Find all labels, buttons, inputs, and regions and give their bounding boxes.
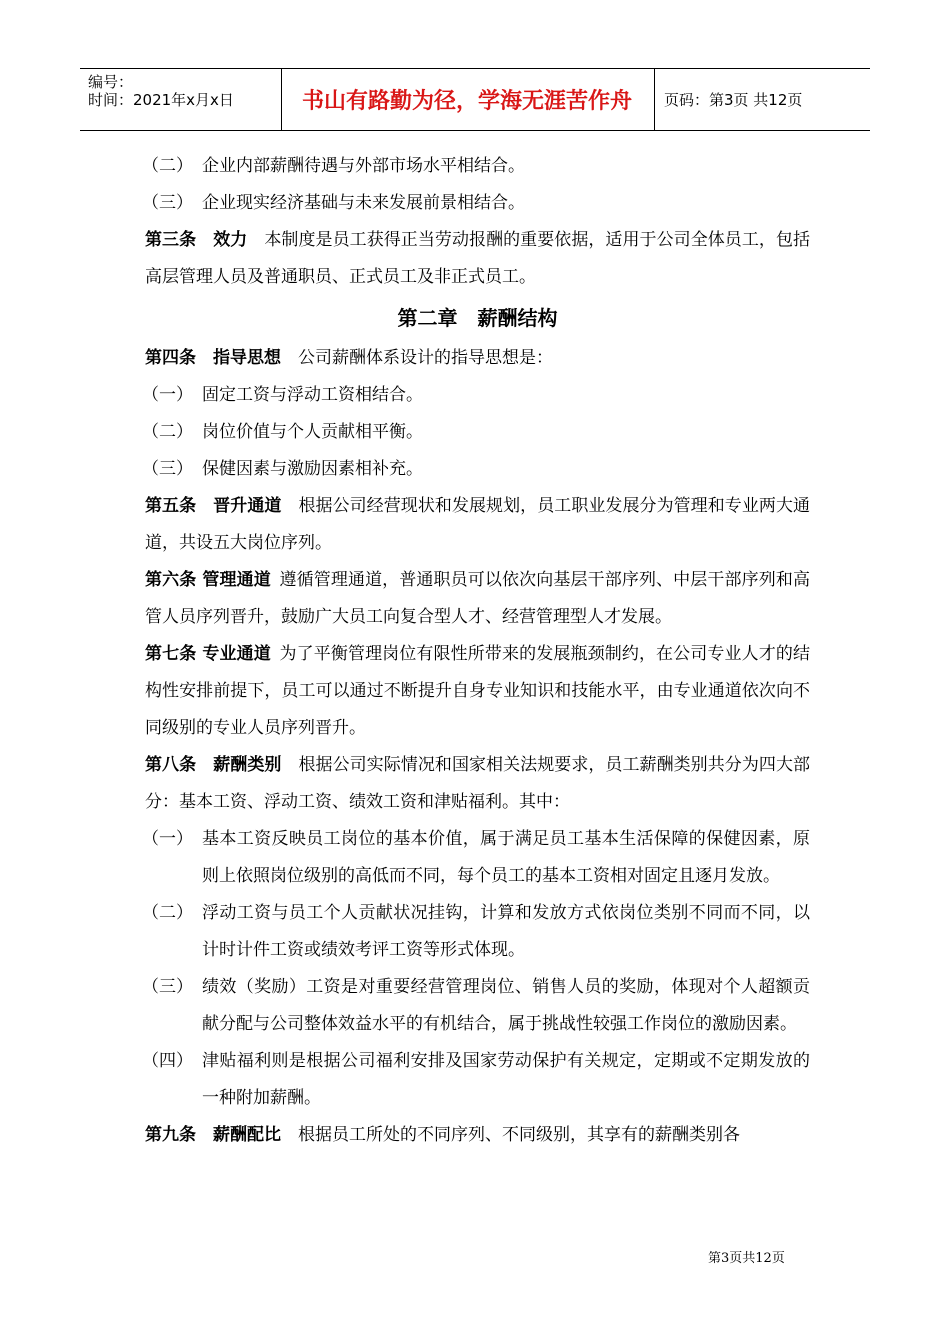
item-number: （四） bbox=[142, 1051, 193, 1071]
item-number: （一） bbox=[142, 829, 193, 849]
article-6 bbox=[145, 562, 810, 636]
article-text: 本制度是员工获得正当劳动报酬的重要依据，适用于公司全体员工，包括高层管理人员及普通职员、正式员工及非正式员工。 bbox=[145, 230, 811, 287]
list-item bbox=[142, 1043, 810, 1117]
article-label: 第七条 专业通道 bbox=[145, 644, 271, 664]
document-body bbox=[142, 148, 811, 1154]
article-text: 根据公司经营现状和发展规划，员工职业发展分为管理和专业两大通道，共设五大岗位序列。 bbox=[145, 496, 810, 553]
header-page-label: 页码：第3页 共12页 bbox=[664, 91, 803, 109]
item-text: 保健因素与激励因素相补充。 bbox=[202, 459, 423, 479]
list-item bbox=[142, 185, 810, 222]
item-number: （三） bbox=[142, 977, 193, 997]
list-item bbox=[142, 969, 810, 1043]
item-text: 固定工资与浮动工资相结合。 bbox=[202, 385, 423, 405]
article-text: 遵循管理通道，普通职员可以依次向基层干部序列、中层干部序列和高管人员序列晋升，鼓励广大员工向复合型人才、经营管理型人才发展。 bbox=[145, 570, 810, 627]
article-label: 第五条 晋升通道 bbox=[145, 496, 282, 516]
article-label: 第三条 效力 bbox=[145, 230, 248, 250]
item-text: 浮动工资与员工个人贡献状况挂钩，计算和发放方式依岗位类别不同而不同，以计时计件工资或绩效考评工资等形式体现。 bbox=[202, 903, 810, 960]
article-5 bbox=[145, 488, 810, 562]
article-text: 根据员工所处的不同序列、不同级别，其享有的薪酬类别各 bbox=[298, 1125, 740, 1145]
article-3 bbox=[145, 222, 810, 296]
article-label: 第八条 薪酬类别 bbox=[145, 755, 282, 775]
list-item bbox=[142, 451, 810, 488]
header-motto: 书山有路勤为径，学海无涯苦作舟 bbox=[301, 89, 632, 114]
article-9 bbox=[145, 1117, 810, 1154]
header-meta bbox=[80, 69, 280, 130]
article-8 bbox=[145, 747, 810, 821]
page-footer: 第3页共12页 bbox=[708, 1251, 785, 1266]
article-text: 公司薪酬体系设计的指导思想是： bbox=[298, 348, 553, 368]
list-item bbox=[142, 148, 810, 185]
article-text: 为了平衡管理岗位有限性所带来的发展瓶颈制约，在公司专业人才的结构性安排前提下，员工可以通过不断提升自身专业知识和技能水平，由专业通道依次向不同级别的专业人员序列晋升。 bbox=[145, 644, 810, 738]
item-number: （二） bbox=[142, 903, 193, 923]
article-4 bbox=[145, 340, 810, 377]
article-7 bbox=[145, 636, 810, 747]
list-item bbox=[142, 895, 810, 969]
header-divider bbox=[654, 69, 655, 130]
item-text: 基本工资反映员工岗位的基本价值，属于满足员工基本生活保障的保健因素，原则上依照岗位级别的高低而不同，每个员工的基本工资相对固定且逐月发放。 bbox=[202, 829, 810, 886]
list-item bbox=[142, 377, 810, 414]
item-text: 企业内部薪酬待遇与外部市场水平相结合。 bbox=[202, 156, 525, 176]
article-label: 第六条 管理通道 bbox=[145, 570, 271, 590]
item-text: 绩效（奖励）工资是对重要经营管理岗位、销售人员的奖励，体现对个人超额贡献分配与公司整体效益水平的有机结合，属于挑战性较强工作岗位的激励因素。 bbox=[202, 977, 810, 1034]
chapter-title: 第二章 薪酬结构 bbox=[397, 306, 558, 330]
article-label: 第四条 指导思想 bbox=[145, 348, 281, 368]
item-text: 津贴福利则是根据公司福利安排及国家劳动保护有关规定，定期或不定期发放的一种附加薪酬。 bbox=[202, 1051, 810, 1108]
article-text: 根据公司实际情况和国家相关法规要求，员工薪酬类别共分为四大部分：基本工资、浮动工资、绩效工资和津贴福利。其中： bbox=[145, 755, 810, 812]
article-label: 第九条 薪酬配比 bbox=[145, 1125, 281, 1145]
item-number: （一） bbox=[142, 385, 193, 405]
list-item bbox=[142, 821, 810, 895]
time-label: 时间：2021年x月x日 bbox=[88, 91, 234, 109]
list-item bbox=[142, 414, 810, 451]
item-number: （三） bbox=[142, 193, 193, 213]
page-header bbox=[80, 68, 870, 131]
item-number: （二） bbox=[142, 156, 193, 176]
item-number: （三） bbox=[142, 459, 193, 479]
item-text: 企业现实经济基础与未来发展前景相结合。 bbox=[202, 193, 525, 213]
number-label: 编号： bbox=[88, 73, 134, 91]
item-text: 岗位价值与个人贡献相平衡。 bbox=[202, 422, 423, 442]
item-number: （二） bbox=[142, 422, 193, 442]
